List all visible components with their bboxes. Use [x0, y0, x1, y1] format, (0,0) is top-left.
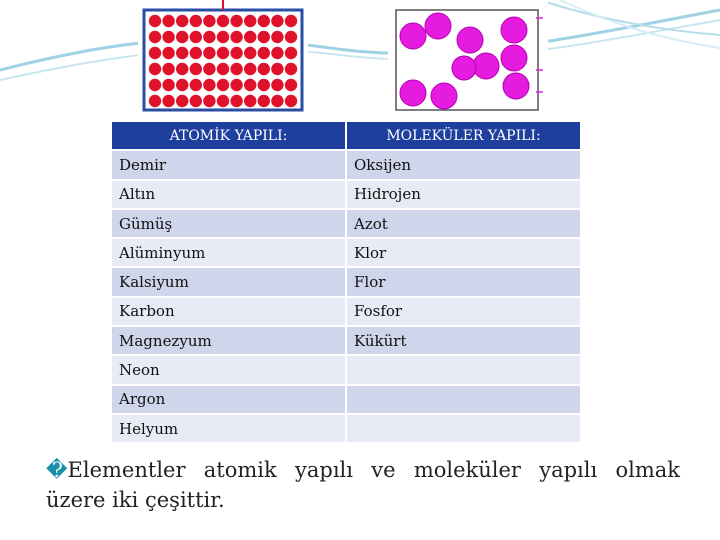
atom-circle — [244, 79, 256, 91]
atom-circle — [149, 47, 161, 59]
molecular-cell: Flor — [347, 268, 580, 295]
atomic-cell: Kalsiyum — [112, 268, 345, 295]
atom-circle — [230, 47, 242, 59]
caption-line-2: üzere iki çeşittir. — [46, 488, 225, 512]
table-row — [112, 151, 580, 178]
table-row — [112, 210, 580, 237]
atom-circle — [190, 15, 202, 27]
atom-circle — [285, 15, 297, 27]
atom-circle — [149, 15, 161, 27]
atom-circle — [244, 95, 256, 107]
table-row — [112, 268, 580, 295]
atom-circle — [203, 47, 215, 59]
bullet-icon: � — [46, 458, 68, 482]
atom-circle — [285, 47, 297, 59]
atom-circle — [162, 47, 174, 59]
atom-circle — [258, 63, 270, 75]
atom-circle — [203, 79, 215, 91]
atom-circle — [244, 63, 256, 75]
atom-circle — [271, 79, 283, 91]
atom-circle — [258, 31, 270, 43]
atom-circle — [162, 63, 174, 75]
atom-circle — [258, 47, 270, 59]
atomic-cell: Argon — [112, 386, 345, 413]
molecular-structure-image — [388, 0, 548, 112]
atom-circle — [217, 79, 229, 91]
atomic-cell: Alüminyum — [112, 239, 345, 266]
atom-circle — [176, 47, 188, 59]
atom-circle — [217, 15, 229, 27]
caption-line-1 — [46, 455, 680, 485]
atom-circle — [271, 47, 283, 59]
atom-circle — [258, 79, 270, 91]
atom-circle — [244, 31, 256, 43]
atom-circle — [258, 95, 270, 107]
atom-circle — [190, 31, 202, 43]
atom-circle — [149, 95, 161, 107]
atomic-cell: Gümüş — [112, 210, 345, 237]
atomic-cell: Demir — [112, 151, 345, 178]
table-row — [112, 239, 580, 266]
atom-circle — [176, 63, 188, 75]
molecular-cell: Kükürt — [347, 327, 580, 354]
header-molecular: MOLEKÜLER YAPILI: — [347, 122, 580, 149]
atom-circle — [217, 63, 229, 75]
atom-circle — [149, 79, 161, 91]
atom-circle — [176, 95, 188, 107]
decorative-waves — [0, 0, 720, 100]
atom-circle — [285, 79, 297, 91]
molecular-cell: Fosfor — [347, 298, 580, 325]
atomic-structure-image — [138, 0, 308, 112]
atom-circle — [203, 31, 215, 43]
atom-circle — [190, 63, 202, 75]
atom-circle — [162, 95, 174, 107]
table-row — [112, 386, 580, 413]
atom-circle — [230, 79, 242, 91]
atom-circle — [285, 95, 297, 107]
molecular-cell: Oksijen — [347, 151, 580, 178]
molecular-cell — [347, 386, 580, 413]
caption-line-1-text: Elementler atomik yapılı ve moleküler yapılı olmak — [67, 458, 680, 482]
molecular-cell: Klor — [347, 239, 580, 266]
atom-circle — [217, 31, 229, 43]
atom-circle — [176, 31, 188, 43]
table-row — [112, 298, 580, 325]
atom-circle — [285, 31, 297, 43]
atom-circle — [244, 15, 256, 27]
atom-circle — [162, 79, 174, 91]
table-row — [112, 181, 580, 208]
atom-circle — [230, 31, 242, 43]
atom-circle — [271, 95, 283, 107]
atomic-cell: Karbon — [112, 298, 345, 325]
atom-circle — [203, 63, 215, 75]
table-row — [112, 356, 580, 383]
atomic-cell: Magnezyum — [112, 327, 345, 354]
atomic-cell: Helyum — [112, 415, 345, 442]
atom-circle — [271, 15, 283, 27]
molecular-cell — [347, 415, 580, 442]
atomic-cell: Altın — [112, 181, 345, 208]
atom-circle — [258, 15, 270, 27]
atom-circle — [230, 15, 242, 27]
molecular-cell — [347, 356, 580, 383]
atom-circle — [217, 95, 229, 107]
atom-circle — [190, 95, 202, 107]
header-atomic: ATOMİK YAPILI: — [112, 122, 345, 149]
atom-circle — [176, 79, 188, 91]
table-row — [112, 415, 580, 442]
atomic-cell: Neon — [112, 356, 345, 383]
atom-circle — [203, 95, 215, 107]
atom-circle — [176, 15, 188, 27]
molecular-cell: Hidrojen — [347, 181, 580, 208]
atom-circle — [162, 15, 174, 27]
atom-circle — [190, 79, 202, 91]
element-table — [110, 120, 582, 444]
atom-circle — [162, 31, 174, 43]
atom-circle — [230, 95, 242, 107]
atom-circle — [190, 47, 202, 59]
atom-circle — [244, 47, 256, 59]
atom-circle — [271, 63, 283, 75]
atom-circle — [230, 63, 242, 75]
table-row — [112, 327, 580, 354]
molecular-cell: Azot — [347, 210, 580, 237]
atom-circle — [203, 15, 215, 27]
atom-circle — [271, 31, 283, 43]
atom-circle — [149, 63, 161, 75]
atom-circle — [149, 31, 161, 43]
caption-text — [46, 455, 680, 515]
atom-circle — [285, 63, 297, 75]
atom-circle — [217, 47, 229, 59]
